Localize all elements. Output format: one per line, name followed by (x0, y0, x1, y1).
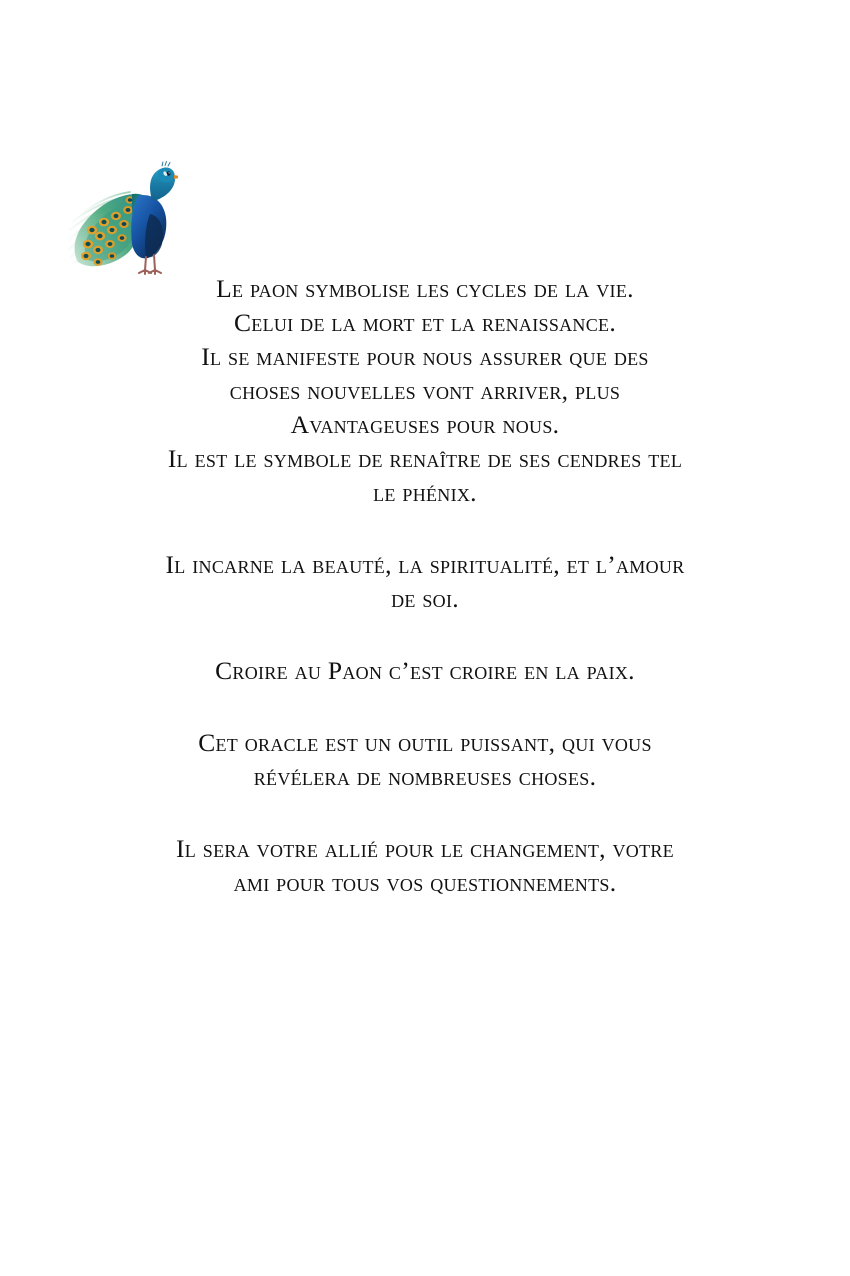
peacock-head (150, 162, 178, 201)
text-line: Il est le symbole de renaître de ses cendres tel (167, 444, 683, 473)
text-line: Avantageuses pour nous. (290, 410, 560, 439)
text-line: Croire au Paon c’est croire en la paix. (215, 656, 635, 685)
text-line: révélera de nombreuses choses. (253, 762, 597, 791)
paragraph-intro (0, 272, 850, 510)
text-line: Il incarne la beauté, la spiritualité, et l’amour (165, 550, 685, 579)
peacock-illustration (66, 160, 178, 276)
text-line: Celui de la mort et la renaissance. (233, 308, 617, 337)
text-line: choses nouvelles vont arriver, plus (229, 376, 621, 405)
text-line: ami pour tous vos questionnements. (233, 868, 617, 897)
text-line: le phénix. (373, 478, 477, 507)
paragraph-paix (0, 654, 850, 688)
peacock-body (131, 195, 166, 258)
text-line: Le paon symbolise les cycles de la vie. (216, 274, 634, 303)
text-line: Il sera votre allié pour le changement, votre (176, 834, 674, 863)
oracle-text-block (0, 272, 850, 900)
paragraph-beaute (0, 548, 850, 616)
text-line: de soi. (391, 584, 459, 613)
text-line: Il se manifeste pour nous assurer que des (201, 342, 649, 371)
text-line: Cet oracle est un outil puissant, qui vous (198, 728, 652, 757)
paragraph-allie (0, 832, 850, 900)
paragraph-oracle (0, 726, 850, 794)
